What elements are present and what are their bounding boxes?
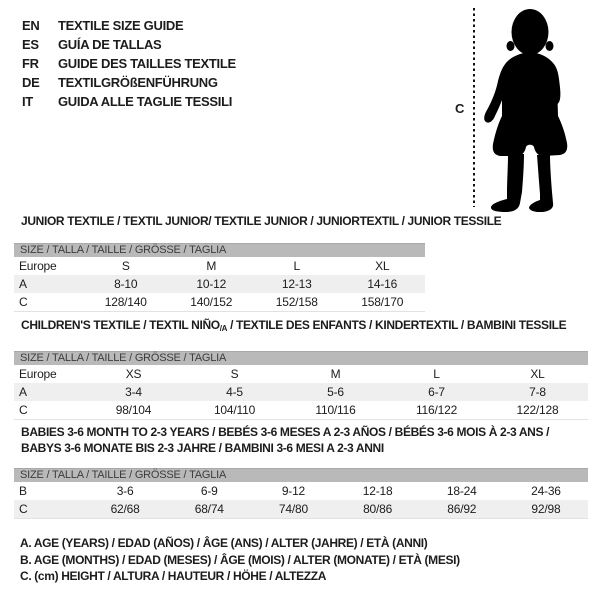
- row-label: C: [19, 403, 28, 417]
- footnote-b: B. AGE (MONTHS) / EDAD (MESES) / ÂGE (MOIS) / ALTER (MONATE) / ETÀ (MESI): [20, 552, 460, 567]
- guide-title-it: GUIDA ALLE TAGLIE TESSILI: [58, 94, 233, 109]
- cell: 86/92: [447, 502, 477, 516]
- cell: 12-18: [362, 484, 393, 498]
- cell: 98/104: [115, 403, 152, 417]
- language-row-en: [22, 16, 236, 35]
- children-section-heading: [14, 318, 588, 336]
- height-dotted-line: [473, 8, 475, 207]
- language-code: EN: [22, 18, 40, 33]
- cell: L: [293, 259, 300, 273]
- children-heading-post: / TEXTILE DES ENFANTS / KINDERTEXTIL / BAMBINI TESSILE: [227, 318, 567, 332]
- cell: M: [206, 259, 217, 273]
- row-label: A: [19, 385, 27, 399]
- table-row-height: [14, 500, 588, 518]
- babies-section-heading-line2: BABYS 3-6 MONATE BIS 2-3 JAHRE / BAMBINI 3-6 MESI A 2-3 ANNI: [21, 441, 384, 455]
- cell: 3-4: [125, 385, 142, 399]
- guide-title-fr: GUIDE DES TAILLES TEXTILE: [58, 56, 236, 71]
- cell: 104/110: [213, 403, 256, 417]
- cell: 158/170: [361, 295, 404, 309]
- cell: 6-9: [200, 484, 218, 498]
- section-children-textile: [14, 318, 588, 420]
- baby-silhouette-icon: [480, 4, 592, 212]
- row-label: C: [19, 295, 28, 309]
- cell: 4-5: [226, 385, 243, 399]
- size-header-band: SIZE / TALLA / TAILLE / GRÖSSE / TAGLIA: [14, 468, 588, 482]
- table-row-europe: [14, 257, 425, 275]
- table-row-age: [14, 383, 588, 401]
- cell: 7-8: [529, 385, 546, 399]
- cell: 152/158: [275, 295, 318, 309]
- row-label: Europe: [19, 259, 57, 273]
- height-measure-figure: [440, 0, 600, 215]
- cell: S: [121, 259, 130, 273]
- guide-title-de: TEXTILGRÖßENFÜHRUNG: [58, 75, 218, 90]
- cell: 110/116: [315, 403, 356, 417]
- row-label: Europe: [19, 367, 57, 381]
- table-row-europe: [14, 365, 588, 383]
- cell: XS: [125, 367, 142, 381]
- cell: 14-16: [367, 277, 398, 291]
- row-label: A: [19, 277, 27, 291]
- language-code: DE: [22, 75, 40, 90]
- language-row-fr: [22, 54, 236, 73]
- table-row-age-months: [14, 482, 588, 500]
- cell: 92/98: [531, 502, 561, 516]
- language-row-it: [22, 92, 236, 111]
- table-row-height: [14, 401, 588, 419]
- language-row-de: [22, 73, 236, 92]
- junior-size-table: [14, 243, 425, 312]
- cell: 8-10: [114, 277, 138, 291]
- footnote-a: A. AGE (YEARS) / EDAD (AÑOS) / ÂGE (ANS) / ALTER (JAHRE) / ETÀ (ANNI): [20, 536, 428, 550]
- height-measure-label: C: [455, 101, 465, 116]
- children-heading-pre: CHILDREN'S TEXTILE / TEXTIL NIÑO: [21, 318, 220, 332]
- footnote-legend: [20, 535, 460, 585]
- babies-section-heading-line1: BABIES 3-6 MONTH TO 2-3 YEARS / BEBÉS 3-6 MESES A 2-3 AÑOS / BÉBÉS 3-6 MOIS À 2-3 ANS /: [21, 425, 550, 439]
- children-heading-subscript: /A: [219, 324, 228, 333]
- language-code: IT: [22, 94, 33, 109]
- language-title-list: [22, 16, 236, 111]
- cell: 140/152: [190, 295, 233, 309]
- cell: 24-36: [531, 484, 561, 498]
- cell: 128/140: [104, 295, 147, 309]
- language-row-es: [22, 35, 236, 54]
- footnote-c: C. (cm) HEIGHT / ALTURA / HAUTEUR / HÖHE / ALTEZZA: [20, 569, 327, 583]
- cell: XL: [375, 259, 390, 273]
- row-label: B: [19, 484, 27, 498]
- cell: 18-24: [446, 484, 477, 498]
- cell: L: [433, 367, 440, 381]
- junior-section-heading: JUNIOR TEXTILE / TEXTIL JUNIOR/ TEXTILE JUNIOR / JUNIORTEXTIL / JUNIOR TESSILE: [21, 214, 502, 228]
- cell: 80/86: [363, 502, 393, 516]
- cell: 116/122: [415, 403, 458, 417]
- cell: 5-6: [327, 385, 344, 399]
- cell: 10-12: [196, 277, 227, 291]
- size-header-band: SIZE / TALLA / TAILLE / GRÖSSE / TAGLIA: [14, 243, 425, 257]
- cell: 68/74: [194, 502, 224, 516]
- cell: 62/68: [110, 502, 140, 516]
- table-row-height: [14, 293, 425, 311]
- section-babies-textile: [14, 424, 588, 519]
- cell: XL: [530, 367, 545, 381]
- guide-title-en: TEXTILE SIZE GUIDE: [58, 18, 184, 33]
- cell: S: [230, 367, 239, 381]
- cell: M: [330, 367, 341, 381]
- cell: 122/128: [516, 403, 559, 417]
- cell: 12-13: [281, 277, 312, 291]
- language-code: ES: [22, 37, 39, 52]
- table-row-age: [14, 275, 425, 293]
- section-junior-textile: [14, 214, 502, 312]
- size-header-band: SIZE / TALLA / TAILLE / GRÖSSE / TAGLIA: [14, 351, 588, 365]
- cell: 3-6: [116, 484, 134, 498]
- cell: 74/80: [278, 502, 308, 516]
- babies-size-table: [14, 468, 588, 519]
- cell: 9-12: [281, 484, 306, 498]
- cell: 6-7: [428, 385, 445, 399]
- row-label: C: [19, 502, 28, 516]
- language-code: FR: [22, 56, 39, 71]
- guide-title-es: GUÍA DE TALLAS: [58, 37, 162, 52]
- children-size-table: [14, 351, 588, 420]
